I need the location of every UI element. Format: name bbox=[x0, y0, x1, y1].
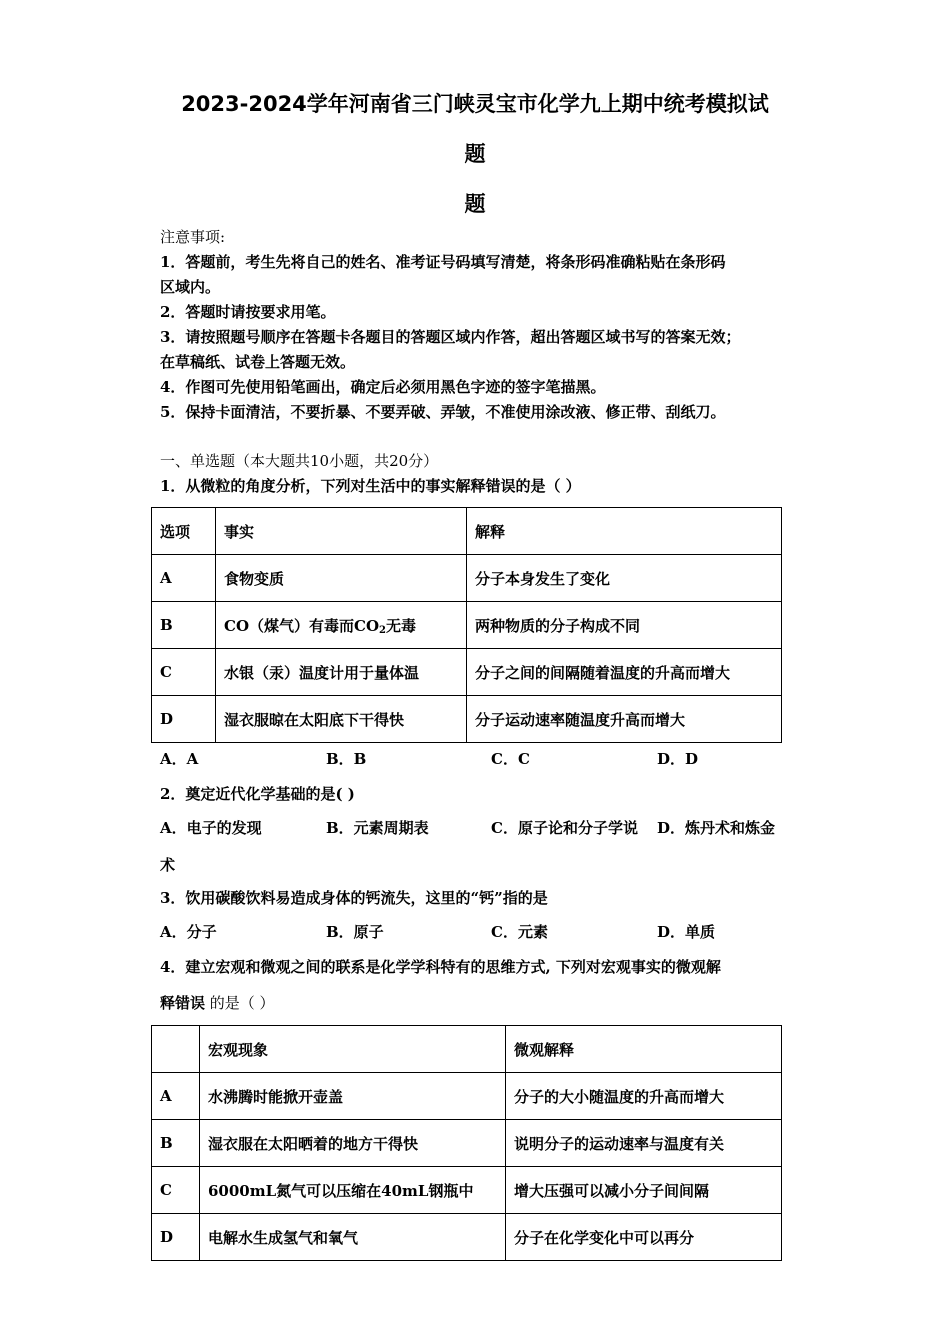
micro-cell: 说明分子的运动速率与温度有关 bbox=[506, 1120, 782, 1167]
macro-cell: 6000mL氮气可以压缩在40mL钢瓶中 bbox=[200, 1167, 506, 1214]
macro-cell: 水沸腾时能掀开壶盖 bbox=[200, 1073, 506, 1120]
section-heading: 一、单选题（本大题共10小题，共20分） bbox=[160, 452, 439, 470]
notice-item: 3．请按照题号顺序在答题卡各题目的答题区域内作答，超出答题区域书写的答案无效； bbox=[160, 328, 741, 346]
table-header-cell: 选项 bbox=[152, 508, 216, 555]
answer-choice: B．B bbox=[326, 750, 367, 768]
explanation-cell: 分子运动速率随温度升高而增大 bbox=[467, 696, 782, 743]
fact-cell: 食物变质 bbox=[216, 555, 467, 602]
question-1-table bbox=[151, 507, 782, 743]
answer-choice: C．C bbox=[491, 750, 530, 768]
fact-cell: 水银（汞）温度计用于量体温 bbox=[216, 649, 467, 696]
explanation-cell: 分子之间的间隔随着温度的升高而增大 bbox=[467, 649, 782, 696]
table-header-cell: 事实 bbox=[216, 508, 467, 555]
answer-choice: D．单质 bbox=[657, 923, 716, 941]
question-4-stem-cont bbox=[160, 993, 275, 1013]
emphasis-text: 释错误 bbox=[160, 994, 206, 1012]
answer-choice: A．分子 bbox=[160, 923, 217, 941]
answer-choice: C．元素 bbox=[491, 923, 548, 941]
answer-choice: C．原子论和分子学说 bbox=[491, 819, 638, 837]
notice-item: 区域内。 bbox=[160, 278, 221, 296]
notice-item: 2．答题时请按要求用笔。 bbox=[160, 303, 336, 321]
table-row bbox=[152, 649, 782, 696]
question-3-stem: 3．饮用碳酸饮料易造成身体的钙流失，这里的“钙”指的是 bbox=[160, 889, 548, 907]
option-cell: B bbox=[152, 1120, 200, 1167]
notice-item: 5．保持卡面清洁，不要折暴、不要弄破、弄皱，不准使用涂改液、修正带、刮纸刀。 bbox=[160, 403, 726, 421]
exam-title-line3: 题 bbox=[464, 192, 486, 216]
table-row bbox=[152, 1214, 782, 1261]
table-row bbox=[152, 555, 782, 602]
table-header-cell bbox=[152, 1026, 200, 1073]
notice-item: 4．作图可先使用铅笔画出，确定后必须用黑色字迹的签字笔描黑。 bbox=[160, 378, 606, 396]
micro-cell: 分子的大小随温度的升高而增大 bbox=[506, 1073, 782, 1120]
option-cell: C bbox=[152, 649, 216, 696]
option-cell: D bbox=[152, 1214, 200, 1261]
table-row bbox=[152, 1120, 782, 1167]
option-cell: C bbox=[152, 1167, 200, 1214]
answer-choice-wrap: 术 bbox=[160, 856, 176, 874]
fact-text: 无毒 bbox=[385, 616, 416, 635]
option-cell: B bbox=[152, 602, 216, 649]
fact-cell: 湿衣服晾在太阳底下干得快 bbox=[216, 696, 467, 743]
answer-choice: D．D bbox=[657, 750, 699, 768]
question-2-stem: 2．奠定近代化学基础的是( ) bbox=[160, 785, 355, 803]
table-row bbox=[152, 696, 782, 743]
macro-cell: 湿衣服在太阳晒着的地方干得快 bbox=[200, 1120, 506, 1167]
answer-choice: B．元素周期表 bbox=[326, 819, 429, 837]
explanation-cell: 分子本身发生了变化 bbox=[467, 555, 782, 602]
table-header-cell: 宏观现象 bbox=[200, 1026, 506, 1073]
option-cell: A bbox=[152, 1073, 200, 1120]
table-header-cell: 微观解释 bbox=[506, 1026, 782, 1073]
table-row bbox=[152, 1167, 782, 1214]
answer-choice: B．原子 bbox=[326, 923, 384, 941]
option-cell: A bbox=[152, 555, 216, 602]
micro-cell: 增大压强可以减小分子间间隔 bbox=[506, 1167, 782, 1214]
answer-choice: A．A bbox=[160, 750, 199, 768]
micro-cell: 分子在化学变化中可以再分 bbox=[506, 1214, 782, 1261]
exam-title-line2: 题 bbox=[464, 142, 486, 166]
exam-title-line1: 2023-2024学年河南省三门峡灵宝市化学九上期中统考模拟试 bbox=[181, 92, 769, 116]
question-4-table bbox=[151, 1025, 782, 1261]
table-row bbox=[152, 1073, 782, 1120]
fact-cell bbox=[216, 602, 467, 649]
question-1-stem: 1．从微粒的角度分析，下列对生活中的事实解释错误的是（ ） bbox=[160, 477, 581, 495]
subscript: 2 bbox=[379, 624, 386, 636]
answer-choice: D．炼丹术和炼金 bbox=[657, 819, 776, 837]
explanation-cell: 两种物质的分子构成不同 bbox=[467, 602, 782, 649]
table-row bbox=[152, 602, 782, 649]
fact-text: CO（煤气）有毒而CO bbox=[224, 616, 380, 635]
stem-text: 的是（ ） bbox=[205, 994, 275, 1012]
notice-heading: 注意事项: bbox=[160, 228, 226, 246]
answer-choice: A．电子的发现 bbox=[160, 819, 262, 837]
table-header-row bbox=[152, 508, 782, 555]
question-4-stem: 4．建立宏观和微观之间的联系是化学学科特有的思维方式, 下列对宏观事实的微观解 bbox=[160, 958, 721, 976]
macro-cell: 电解水生成氢气和氧气 bbox=[200, 1214, 506, 1261]
table-header-cell: 解释 bbox=[467, 508, 782, 555]
table-header-row bbox=[152, 1026, 782, 1073]
option-cell: D bbox=[152, 696, 216, 743]
notice-item: 在草稿纸、试卷上答题无效。 bbox=[160, 353, 356, 371]
notice-item: 1．答题前，考生先将自己的姓名、准考证号码填写清楚，将条形码准确粘贴在条形码 bbox=[160, 253, 726, 271]
